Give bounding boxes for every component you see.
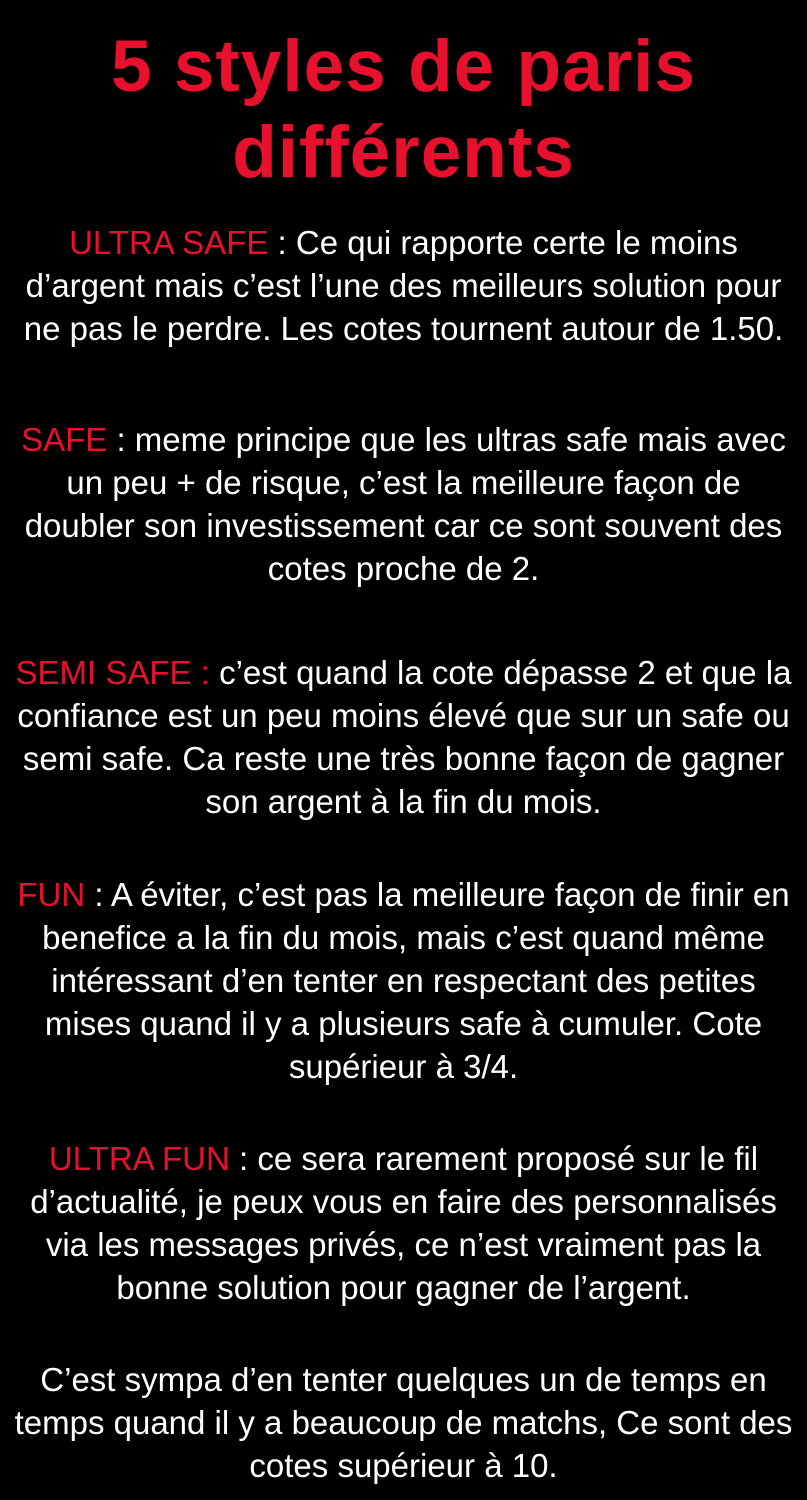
section-separator: : [229, 1140, 258, 1177]
section-safe [14, 418, 793, 590]
section-ultra-safe [14, 221, 793, 350]
section-text: Ce qui rapporte certe le moins d’argent mais c’est l’une des meilleurs solution pour ne pas le perdre. Les cotes tournent autour de 1.50. [23, 224, 784, 347]
closing-paragraph: C’est sympa d’en tenter quelques un de temps en temps quand il y a beaucoup de matchs, Ce sont des cotes supérieur à 10. [14, 1361, 793, 1484]
page-title: 5 styles de paris différents [110, 26, 697, 193]
section-label: SEMI SAFE : [15, 654, 220, 691]
section-label: ULTRA FUN [48, 1140, 230, 1177]
section-fun [14, 873, 793, 1088]
section-label: SAFE [21, 421, 108, 458]
section-text: ce sera rarement proposé sur le fil d’actualité, je peux vous en faire des personnalisés via les messages privés, ce n’est vraiment pas la bonne solution pour gagner de l’argent. [30, 1140, 777, 1306]
section-text: A éviter, c’est pas la meilleure façon de finir en benefice a la fin du mois, mais c’est quand même intéressant d’en tenter en respectant des petites mises quand il y a plusieurs safe à cumuler. Cote supérieur à 3/4. [42, 876, 790, 1085]
section-text: meme principe que les ultras safe mais avec un peu + de risque, c’est la meilleure façon de doubler son investissement car ce sont souvent des cotes proche de 2. [24, 421, 786, 587]
section-label: ULTRA SAFE [69, 224, 269, 261]
section-label: FUN [17, 876, 86, 913]
section-semi-safe [14, 651, 793, 823]
section-separator: : [85, 876, 111, 913]
section-separator: : [268, 224, 296, 261]
section-text: c’est quand la cote dépasse 2 et que la confiance est un peu moins élevé que sur un safe ou semi safe. Ca reste une très bonne façon de gagner son argent à la fin du mois. [17, 654, 792, 820]
section-ultra-fun [14, 1137, 793, 1309]
section-separator: : [107, 421, 135, 458]
